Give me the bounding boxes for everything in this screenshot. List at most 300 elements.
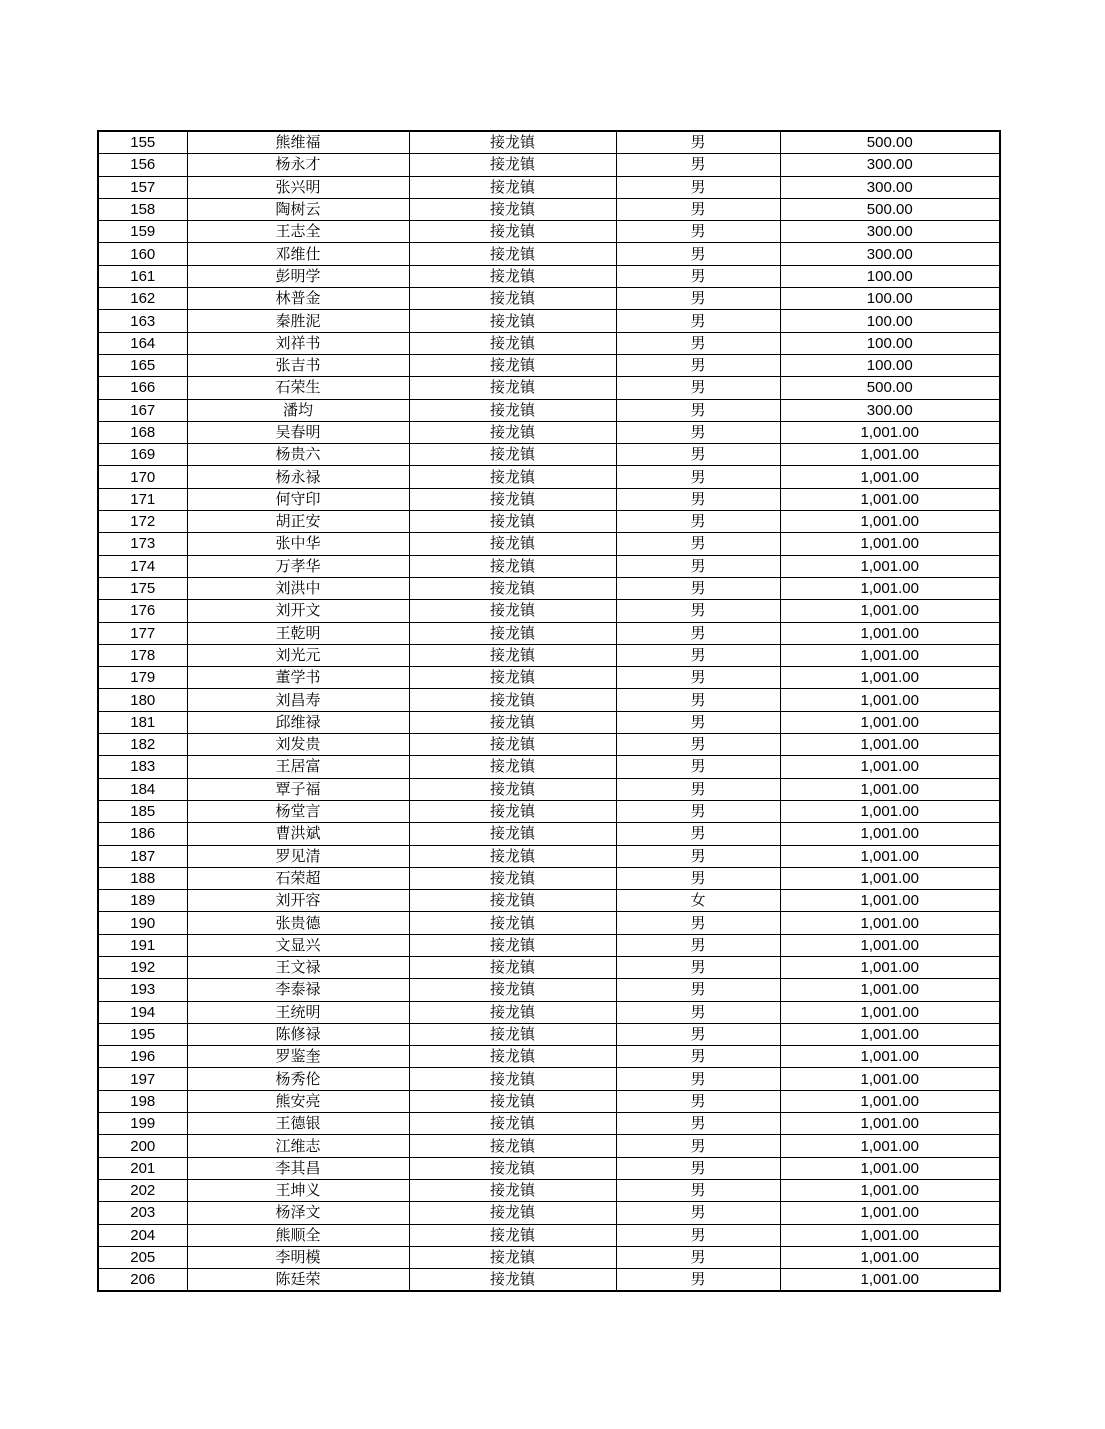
row-number-cell: 178 xyxy=(98,644,187,666)
town-cell: 接龙镇 xyxy=(409,845,616,867)
row-number-cell: 192 xyxy=(98,956,187,978)
town-cell: 接龙镇 xyxy=(409,466,616,488)
name-cell: 杨永才 xyxy=(187,154,409,176)
town-cell: 接龙镇 xyxy=(409,734,616,756)
name-cell: 陈廷荣 xyxy=(187,1269,409,1292)
gender-cell: 男 xyxy=(616,466,780,488)
table-row xyxy=(98,154,1000,176)
subsidy-table xyxy=(97,130,1001,1292)
name-cell: 杨贵六 xyxy=(187,444,409,466)
table-row xyxy=(98,845,1000,867)
name-cell: 罗鉴奎 xyxy=(187,1046,409,1068)
town-cell: 接龙镇 xyxy=(409,399,616,421)
amount-cell: 1,001.00 xyxy=(780,1179,1000,1201)
row-number-cell: 176 xyxy=(98,600,187,622)
row-number-cell: 201 xyxy=(98,1157,187,1179)
amount-cell: 1,001.00 xyxy=(780,1068,1000,1090)
row-number-cell: 173 xyxy=(98,533,187,555)
row-number-cell: 160 xyxy=(98,243,187,265)
row-number-cell: 166 xyxy=(98,377,187,399)
town-cell: 接龙镇 xyxy=(409,689,616,711)
name-cell: 熊维福 xyxy=(187,131,409,154)
town-cell: 接龙镇 xyxy=(409,131,616,154)
row-number-cell: 177 xyxy=(98,622,187,644)
gender-cell: 男 xyxy=(616,577,780,599)
table-row xyxy=(98,332,1000,354)
town-cell: 接龙镇 xyxy=(409,243,616,265)
table-row xyxy=(98,644,1000,666)
amount-cell: 300.00 xyxy=(780,399,1000,421)
town-cell: 接龙镇 xyxy=(409,1157,616,1179)
town-cell: 接龙镇 xyxy=(409,577,616,599)
amount-cell: 1,001.00 xyxy=(780,555,1000,577)
gender-cell: 男 xyxy=(616,912,780,934)
table-row xyxy=(98,800,1000,822)
amount-cell: 1,001.00 xyxy=(780,1202,1000,1224)
name-cell: 张吉书 xyxy=(187,354,409,376)
table-row xyxy=(98,377,1000,399)
amount-cell: 1,001.00 xyxy=(780,1001,1000,1023)
amount-cell: 100.00 xyxy=(780,288,1000,310)
row-number-cell: 170 xyxy=(98,466,187,488)
name-cell: 刘祥书 xyxy=(187,332,409,354)
gender-cell: 男 xyxy=(616,1179,780,1201)
name-cell: 杨泽文 xyxy=(187,1202,409,1224)
name-cell: 潘均 xyxy=(187,399,409,421)
town-cell: 接龙镇 xyxy=(409,1090,616,1112)
gender-cell: 男 xyxy=(616,399,780,421)
table-row xyxy=(98,198,1000,220)
amount-cell: 1,001.00 xyxy=(780,979,1000,1001)
row-number-cell: 171 xyxy=(98,488,187,510)
table-row xyxy=(98,667,1000,689)
town-cell: 接龙镇 xyxy=(409,1179,616,1201)
amount-cell: 1,001.00 xyxy=(780,466,1000,488)
gender-cell: 男 xyxy=(616,1269,780,1292)
town-cell: 接龙镇 xyxy=(409,488,616,510)
name-cell: 曹洪斌 xyxy=(187,823,409,845)
table-row xyxy=(98,711,1000,733)
name-cell: 张兴明 xyxy=(187,176,409,198)
name-cell: 邱维禄 xyxy=(187,711,409,733)
name-cell: 文显兴 xyxy=(187,934,409,956)
town-cell: 接龙镇 xyxy=(409,310,616,332)
gender-cell: 男 xyxy=(616,198,780,220)
row-number-cell: 189 xyxy=(98,890,187,912)
amount-cell: 1,001.00 xyxy=(780,778,1000,800)
town-cell: 接龙镇 xyxy=(409,555,616,577)
amount-cell: 1,001.00 xyxy=(780,711,1000,733)
town-cell: 接龙镇 xyxy=(409,1224,616,1246)
row-number-cell: 174 xyxy=(98,555,187,577)
amount-cell: 1,001.00 xyxy=(780,956,1000,978)
town-cell: 接龙镇 xyxy=(409,265,616,287)
name-cell: 邓维仕 xyxy=(187,243,409,265)
gender-cell: 男 xyxy=(616,154,780,176)
town-cell: 接龙镇 xyxy=(409,1023,616,1045)
row-number-cell: 198 xyxy=(98,1090,187,1112)
table-row xyxy=(98,466,1000,488)
row-number-cell: 169 xyxy=(98,444,187,466)
amount-cell: 1,001.00 xyxy=(780,1046,1000,1068)
amount-cell: 1,001.00 xyxy=(780,667,1000,689)
name-cell: 胡正安 xyxy=(187,511,409,533)
table-row xyxy=(98,689,1000,711)
table-row xyxy=(98,756,1000,778)
table-row xyxy=(98,533,1000,555)
amount-cell: 1,001.00 xyxy=(780,1135,1000,1157)
name-cell: 彭明学 xyxy=(187,265,409,287)
gender-cell: 男 xyxy=(616,823,780,845)
town-cell: 接龙镇 xyxy=(409,154,616,176)
town-cell: 接龙镇 xyxy=(409,332,616,354)
row-number-cell: 184 xyxy=(98,778,187,800)
gender-cell: 男 xyxy=(616,488,780,510)
town-cell: 接龙镇 xyxy=(409,288,616,310)
amount-cell: 500.00 xyxy=(780,377,1000,399)
gender-cell: 男 xyxy=(616,444,780,466)
amount-cell: 1,001.00 xyxy=(780,756,1000,778)
town-cell: 接龙镇 xyxy=(409,912,616,934)
name-cell: 李明模 xyxy=(187,1246,409,1268)
amount-cell: 1,001.00 xyxy=(780,644,1000,666)
gender-cell: 男 xyxy=(616,1113,780,1135)
gender-cell: 男 xyxy=(616,644,780,666)
gender-cell: 男 xyxy=(616,845,780,867)
name-cell: 刘洪中 xyxy=(187,577,409,599)
town-cell: 接龙镇 xyxy=(409,934,616,956)
row-number-cell: 163 xyxy=(98,310,187,332)
table-row xyxy=(98,354,1000,376)
name-cell: 李其昌 xyxy=(187,1157,409,1179)
table-row xyxy=(98,912,1000,934)
town-cell: 接龙镇 xyxy=(409,444,616,466)
row-number-cell: 164 xyxy=(98,332,187,354)
row-number-cell: 181 xyxy=(98,711,187,733)
table-row xyxy=(98,1068,1000,1090)
name-cell: 董学书 xyxy=(187,667,409,689)
name-cell: 吴春明 xyxy=(187,421,409,443)
name-cell: 王志全 xyxy=(187,221,409,243)
gender-cell: 男 xyxy=(616,555,780,577)
town-cell: 接龙镇 xyxy=(409,979,616,1001)
amount-cell: 500.00 xyxy=(780,198,1000,220)
gender-cell: 女 xyxy=(616,890,780,912)
amount-cell: 100.00 xyxy=(780,310,1000,332)
amount-cell: 1,001.00 xyxy=(780,1113,1000,1135)
table-row xyxy=(98,1157,1000,1179)
gender-cell: 男 xyxy=(616,979,780,1001)
row-number-cell: 202 xyxy=(98,1179,187,1201)
name-cell: 刘开容 xyxy=(187,890,409,912)
table-row xyxy=(98,1090,1000,1112)
gender-cell: 男 xyxy=(616,1001,780,1023)
gender-cell: 男 xyxy=(616,1246,780,1268)
row-number-cell: 179 xyxy=(98,667,187,689)
gender-cell: 男 xyxy=(616,600,780,622)
row-number-cell: 182 xyxy=(98,734,187,756)
amount-cell: 1,001.00 xyxy=(780,421,1000,443)
name-cell: 石荣生 xyxy=(187,377,409,399)
name-cell: 陈修禄 xyxy=(187,1023,409,1045)
table-row xyxy=(98,1269,1000,1292)
name-cell: 石荣超 xyxy=(187,867,409,889)
gender-cell: 男 xyxy=(616,1135,780,1157)
name-cell: 陶树云 xyxy=(187,198,409,220)
row-number-cell: 203 xyxy=(98,1202,187,1224)
town-cell: 接龙镇 xyxy=(409,644,616,666)
town-cell: 接龙镇 xyxy=(409,354,616,376)
gender-cell: 男 xyxy=(616,243,780,265)
town-cell: 接龙镇 xyxy=(409,1113,616,1135)
row-number-cell: 175 xyxy=(98,577,187,599)
amount-cell: 1,001.00 xyxy=(780,912,1000,934)
name-cell: 万孝华 xyxy=(187,555,409,577)
town-cell: 接龙镇 xyxy=(409,1246,616,1268)
gender-cell: 男 xyxy=(616,310,780,332)
table-body xyxy=(98,131,1000,1291)
town-cell: 接龙镇 xyxy=(409,890,616,912)
amount-cell: 1,001.00 xyxy=(780,867,1000,889)
gender-cell: 男 xyxy=(616,1224,780,1246)
table-row xyxy=(98,243,1000,265)
amount-cell: 1,001.00 xyxy=(780,1246,1000,1268)
table-row xyxy=(98,488,1000,510)
table-row xyxy=(98,734,1000,756)
name-cell: 王德银 xyxy=(187,1113,409,1135)
gender-cell: 男 xyxy=(616,1068,780,1090)
table-row xyxy=(98,778,1000,800)
table-row xyxy=(98,890,1000,912)
table-row xyxy=(98,399,1000,421)
name-cell: 覃子福 xyxy=(187,778,409,800)
gender-cell: 男 xyxy=(616,1023,780,1045)
name-cell: 刘昌寿 xyxy=(187,689,409,711)
amount-cell: 1,001.00 xyxy=(780,1224,1000,1246)
amount-cell: 500.00 xyxy=(780,131,1000,154)
row-number-cell: 161 xyxy=(98,265,187,287)
gender-cell: 男 xyxy=(616,756,780,778)
table-row xyxy=(98,1202,1000,1224)
town-cell: 接龙镇 xyxy=(409,622,616,644)
name-cell: 江维志 xyxy=(187,1135,409,1157)
row-number-cell: 156 xyxy=(98,154,187,176)
name-cell: 张中华 xyxy=(187,533,409,555)
town-cell: 接龙镇 xyxy=(409,1269,616,1292)
name-cell: 林普金 xyxy=(187,288,409,310)
amount-cell: 100.00 xyxy=(780,332,1000,354)
town-cell: 接龙镇 xyxy=(409,377,616,399)
table-row xyxy=(98,310,1000,332)
amount-cell: 1,001.00 xyxy=(780,511,1000,533)
table-row xyxy=(98,221,1000,243)
table-row xyxy=(98,1001,1000,1023)
town-cell: 接龙镇 xyxy=(409,1202,616,1224)
town-cell: 接龙镇 xyxy=(409,1001,616,1023)
town-cell: 接龙镇 xyxy=(409,800,616,822)
name-cell: 王乾明 xyxy=(187,622,409,644)
table-row xyxy=(98,1023,1000,1045)
table-row xyxy=(98,577,1000,599)
town-cell: 接龙镇 xyxy=(409,1135,616,1157)
table-row xyxy=(98,421,1000,443)
gender-cell: 男 xyxy=(616,421,780,443)
amount-cell: 1,001.00 xyxy=(780,1090,1000,1112)
gender-cell: 男 xyxy=(616,956,780,978)
town-cell: 接龙镇 xyxy=(409,667,616,689)
name-cell: 刘发贵 xyxy=(187,734,409,756)
name-cell: 杨秀伦 xyxy=(187,1068,409,1090)
gender-cell: 男 xyxy=(616,1157,780,1179)
row-number-cell: 191 xyxy=(98,934,187,956)
amount-cell: 300.00 xyxy=(780,176,1000,198)
table-row xyxy=(98,288,1000,310)
table-row xyxy=(98,1113,1000,1135)
town-cell: 接龙镇 xyxy=(409,533,616,555)
town-cell: 接龙镇 xyxy=(409,221,616,243)
table-row xyxy=(98,265,1000,287)
gender-cell: 男 xyxy=(616,354,780,376)
name-cell: 王文禄 xyxy=(187,956,409,978)
gender-cell: 男 xyxy=(616,689,780,711)
town-cell: 接龙镇 xyxy=(409,778,616,800)
row-number-cell: 196 xyxy=(98,1046,187,1068)
amount-cell: 1,001.00 xyxy=(780,1023,1000,1045)
table-row xyxy=(98,511,1000,533)
table-row xyxy=(98,867,1000,889)
name-cell: 杨永禄 xyxy=(187,466,409,488)
gender-cell: 男 xyxy=(616,934,780,956)
name-cell: 王居富 xyxy=(187,756,409,778)
amount-cell: 1,001.00 xyxy=(780,533,1000,555)
amount-cell: 1,001.00 xyxy=(780,800,1000,822)
amount-cell: 1,001.00 xyxy=(780,622,1000,644)
table-row xyxy=(98,622,1000,644)
table-row xyxy=(98,1179,1000,1201)
row-number-cell: 205 xyxy=(98,1246,187,1268)
table-row xyxy=(98,956,1000,978)
town-cell: 接龙镇 xyxy=(409,867,616,889)
row-number-cell: 172 xyxy=(98,511,187,533)
table-row xyxy=(98,979,1000,1001)
town-cell: 接龙镇 xyxy=(409,956,616,978)
name-cell: 刘开文 xyxy=(187,600,409,622)
amount-cell: 1,001.00 xyxy=(780,689,1000,711)
table-row xyxy=(98,1224,1000,1246)
name-cell: 熊安亮 xyxy=(187,1090,409,1112)
table-row xyxy=(98,1135,1000,1157)
row-number-cell: 194 xyxy=(98,1001,187,1023)
gender-cell: 男 xyxy=(616,533,780,555)
row-number-cell: 200 xyxy=(98,1135,187,1157)
table-row xyxy=(98,1246,1000,1268)
amount-cell: 1,001.00 xyxy=(780,444,1000,466)
town-cell: 接龙镇 xyxy=(409,198,616,220)
gender-cell: 男 xyxy=(616,1046,780,1068)
gender-cell: 男 xyxy=(616,1090,780,1112)
row-number-cell: 185 xyxy=(98,800,187,822)
row-number-cell: 183 xyxy=(98,756,187,778)
row-number-cell: 187 xyxy=(98,845,187,867)
name-cell: 李泰禄 xyxy=(187,979,409,1001)
name-cell: 杨堂言 xyxy=(187,800,409,822)
row-number-cell: 193 xyxy=(98,979,187,1001)
row-number-cell: 199 xyxy=(98,1113,187,1135)
amount-cell: 300.00 xyxy=(780,243,1000,265)
gender-cell: 男 xyxy=(616,265,780,287)
gender-cell: 男 xyxy=(616,288,780,310)
table-row xyxy=(98,600,1000,622)
gender-cell: 男 xyxy=(616,511,780,533)
amount-cell: 1,001.00 xyxy=(780,823,1000,845)
town-cell: 接龙镇 xyxy=(409,823,616,845)
table-row xyxy=(98,934,1000,956)
gender-cell: 男 xyxy=(616,1202,780,1224)
gender-cell: 男 xyxy=(616,734,780,756)
row-number-cell: 168 xyxy=(98,421,187,443)
row-number-cell: 165 xyxy=(98,354,187,376)
amount-cell: 1,001.00 xyxy=(780,488,1000,510)
table-row xyxy=(98,823,1000,845)
amount-cell: 1,001.00 xyxy=(780,577,1000,599)
name-cell: 罗见清 xyxy=(187,845,409,867)
gender-cell: 男 xyxy=(616,176,780,198)
amount-cell: 300.00 xyxy=(780,154,1000,176)
row-number-cell: 167 xyxy=(98,399,187,421)
row-number-cell: 157 xyxy=(98,176,187,198)
gender-cell: 男 xyxy=(616,622,780,644)
town-cell: 接龙镇 xyxy=(409,711,616,733)
name-cell: 王统明 xyxy=(187,1001,409,1023)
amount-cell: 1,001.00 xyxy=(780,1157,1000,1179)
gender-cell: 男 xyxy=(616,377,780,399)
town-cell: 接龙镇 xyxy=(409,1068,616,1090)
gender-cell: 男 xyxy=(616,667,780,689)
amount-cell: 1,001.00 xyxy=(780,734,1000,756)
amount-cell: 1,001.00 xyxy=(780,845,1000,867)
gender-cell: 男 xyxy=(616,221,780,243)
town-cell: 接龙镇 xyxy=(409,176,616,198)
town-cell: 接龙镇 xyxy=(409,756,616,778)
gender-cell: 男 xyxy=(616,711,780,733)
town-cell: 接龙镇 xyxy=(409,511,616,533)
row-number-cell: 190 xyxy=(98,912,187,934)
table-row xyxy=(98,444,1000,466)
row-number-cell: 204 xyxy=(98,1224,187,1246)
row-number-cell: 186 xyxy=(98,823,187,845)
row-number-cell: 180 xyxy=(98,689,187,711)
town-cell: 接龙镇 xyxy=(409,421,616,443)
row-number-cell: 158 xyxy=(98,198,187,220)
row-number-cell: 188 xyxy=(98,867,187,889)
amount-cell: 1,001.00 xyxy=(780,890,1000,912)
amount-cell: 1,001.00 xyxy=(780,934,1000,956)
amount-cell: 300.00 xyxy=(780,221,1000,243)
name-cell: 刘光元 xyxy=(187,644,409,666)
row-number-cell: 206 xyxy=(98,1269,187,1292)
table-row xyxy=(98,555,1000,577)
town-cell: 接龙镇 xyxy=(409,1046,616,1068)
gender-cell: 男 xyxy=(616,778,780,800)
row-number-cell: 155 xyxy=(98,131,187,154)
row-number-cell: 162 xyxy=(98,288,187,310)
name-cell: 熊顺全 xyxy=(187,1224,409,1246)
row-number-cell: 159 xyxy=(98,221,187,243)
amount-cell: 100.00 xyxy=(780,354,1000,376)
amount-cell: 100.00 xyxy=(780,265,1000,287)
name-cell: 何守印 xyxy=(187,488,409,510)
name-cell: 张贵德 xyxy=(187,912,409,934)
